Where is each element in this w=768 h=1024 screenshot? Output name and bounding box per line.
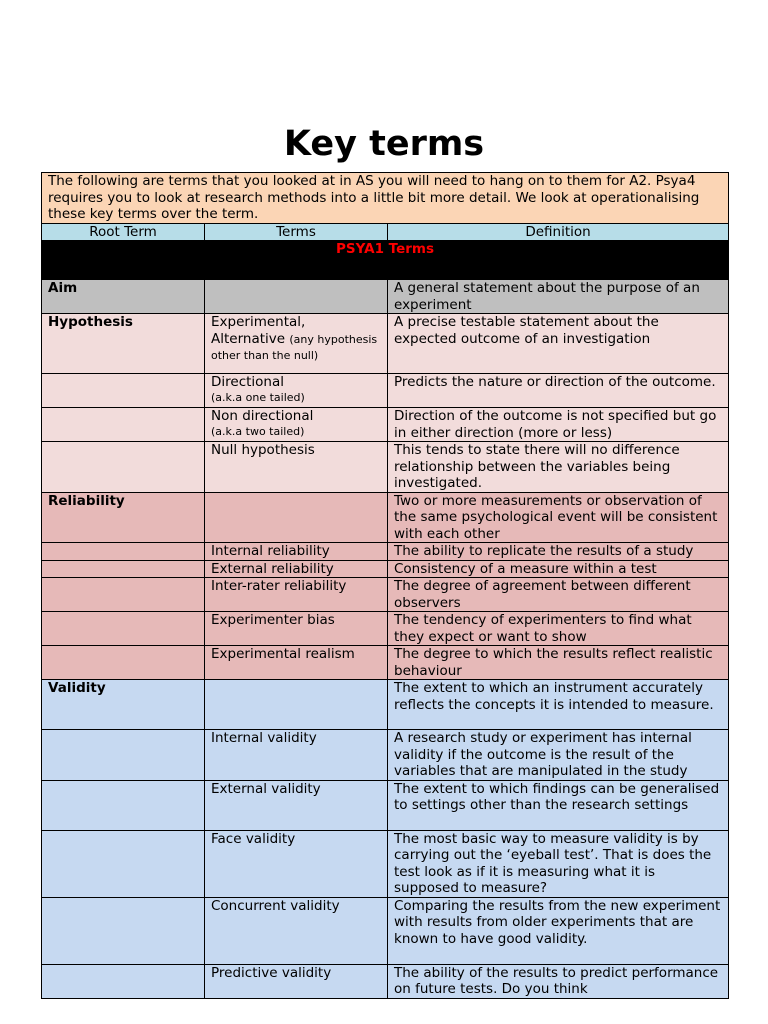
definition-cell: This tends to state there will no difference relationship between the variables being investigated. — [388, 442, 729, 493]
term-cell — [205, 897, 388, 964]
definition-cell: Direction of the outcome is not specified but go in either direction (more or less) — [388, 408, 729, 442]
table-row — [42, 780, 729, 830]
definition-cell: The ability of the results to predict performance on future tests. Do you think — [388, 964, 729, 998]
root-term-cell — [42, 442, 205, 493]
section-banner-row — [42, 241, 729, 280]
definition-cell: Predicts the nature or direction of the outcome. — [388, 374, 729, 408]
root-term-cell — [42, 780, 205, 830]
root-term-cell — [42, 374, 205, 408]
table-row — [42, 543, 729, 561]
header-row — [42, 223, 729, 241]
root-term-cell — [42, 646, 205, 680]
table-row — [42, 830, 729, 897]
root-term-cell — [42, 578, 205, 612]
term-name: Internal reliability — [211, 543, 330, 559]
term-cell — [205, 442, 388, 493]
page-title: Key terms — [283, 124, 485, 164]
table-row — [42, 314, 729, 374]
term-cell — [205, 492, 388, 543]
definition-cell: The degree of agreement between different observers — [388, 578, 729, 612]
definition-cell: A general statement about the purpose of an experiment — [388, 280, 729, 314]
definition-cell: Consistency of a measure within a test — [388, 560, 729, 578]
table-row — [42, 612, 729, 646]
term-cell — [205, 646, 388, 680]
term-name: External reliability — [211, 560, 334, 577]
term-cell — [205, 314, 388, 374]
term-name: Concurrent validity — [211, 897, 340, 914]
root-term-cell — [42, 543, 205, 561]
table-row — [42, 374, 729, 408]
root-term-cell — [42, 730, 205, 781]
term-cell — [205, 730, 388, 781]
term-cell — [205, 560, 388, 578]
term-cell — [205, 830, 388, 897]
header-root-term: Root Term — [42, 223, 205, 241]
root-term-cell: Aim — [42, 280, 205, 314]
term-cell — [205, 408, 388, 442]
term-name: Inter-rater reliability — [211, 578, 347, 594]
definition-cell: The extent to which an instrument accurately reflects the concepts it is intended to measure. — [388, 680, 729, 730]
term-cell — [205, 680, 388, 730]
table-row — [42, 492, 729, 543]
term-cell — [205, 280, 388, 314]
definition-cell: The most basic way to measure validity is by carrying out the ‘eyeball test’. That is does the test look as if it is measuring what it is supposed to measure? — [388, 830, 729, 897]
term-cell — [205, 964, 388, 998]
term-name: Experimental realism — [211, 646, 355, 662]
term-name: Directional — [211, 374, 285, 390]
definition-cell: A precise testable statement about the expected outcome of an investigation — [388, 314, 729, 374]
intro-text: The following are terms that you looked at in AS you will need to hang on to them for A2. Psya4 requires you to look at research methods into a little bit more detail. We look at operationalising these key terms over the term. — [42, 173, 729, 224]
term-cell — [205, 543, 388, 561]
term-name: Null hypothesis — [211, 442, 315, 458]
table-row — [42, 560, 729, 578]
table-row — [42, 730, 729, 781]
term-cell — [205, 780, 388, 830]
root-term-cell: Hypothesis — [42, 314, 205, 374]
header-definition: Definition — [388, 223, 729, 241]
definition-cell: The extent to which findings can be generalised to settings other than the research settings — [388, 780, 729, 830]
intro-row — [42, 173, 729, 224]
term-note: (a.k.a two tailed) — [211, 424, 305, 438]
term-name: Experimenter bias — [211, 612, 335, 628]
definition-cell: Two or more measurements or observation of the same psychological event will be consistent with each other — [388, 492, 729, 543]
root-term-cell — [42, 560, 205, 578]
key-terms-table — [41, 172, 729, 999]
root-term-cell: Validity — [42, 680, 205, 730]
definition-cell: Comparing the results from the new experiment with results from older experiments that are known to have good validity. — [388, 897, 729, 964]
root-term-cell — [42, 964, 205, 998]
term-name: Non directional — [211, 408, 314, 424]
term-name: Predictive validity — [211, 964, 332, 981]
table-row — [42, 280, 729, 314]
term-name: Internal validity — [211, 730, 317, 746]
term-name: Experimental, Alternative — [211, 314, 306, 347]
definition-cell: The ability to replicate the results of a study — [388, 543, 729, 561]
header-terms: Terms — [205, 223, 388, 241]
root-term-cell — [42, 897, 205, 964]
table-row — [42, 408, 729, 442]
table-row — [42, 680, 729, 730]
table-row — [42, 964, 729, 998]
term-note: (a.k.a one tailed) — [211, 390, 305, 404]
table-row — [42, 578, 729, 612]
definition-cell: The degree to which the results reflect realistic behaviour — [388, 646, 729, 680]
table-row — [42, 442, 729, 493]
root-term-cell: Reliability — [42, 492, 205, 543]
term-name: Face validity — [211, 830, 296, 847]
term-cell — [205, 612, 388, 646]
root-term-cell — [42, 830, 205, 897]
term-note: (any hypothesis other than the null) — [211, 332, 378, 362]
term-name: External validity — [211, 780, 321, 797]
term-cell — [205, 578, 388, 612]
table-row — [42, 646, 729, 680]
definition-cell: A research study or experiment has internal validity if the outcome is the result of the variables that are manipulated in the study — [388, 730, 729, 781]
root-term-cell — [42, 612, 205, 646]
table-row — [42, 897, 729, 964]
term-cell — [205, 374, 388, 408]
root-term-cell — [42, 408, 205, 442]
section-banner: PSYA1 Terms — [42, 241, 729, 280]
definition-cell: The tendency of experimenters to find what they expect or want to show — [388, 612, 729, 646]
